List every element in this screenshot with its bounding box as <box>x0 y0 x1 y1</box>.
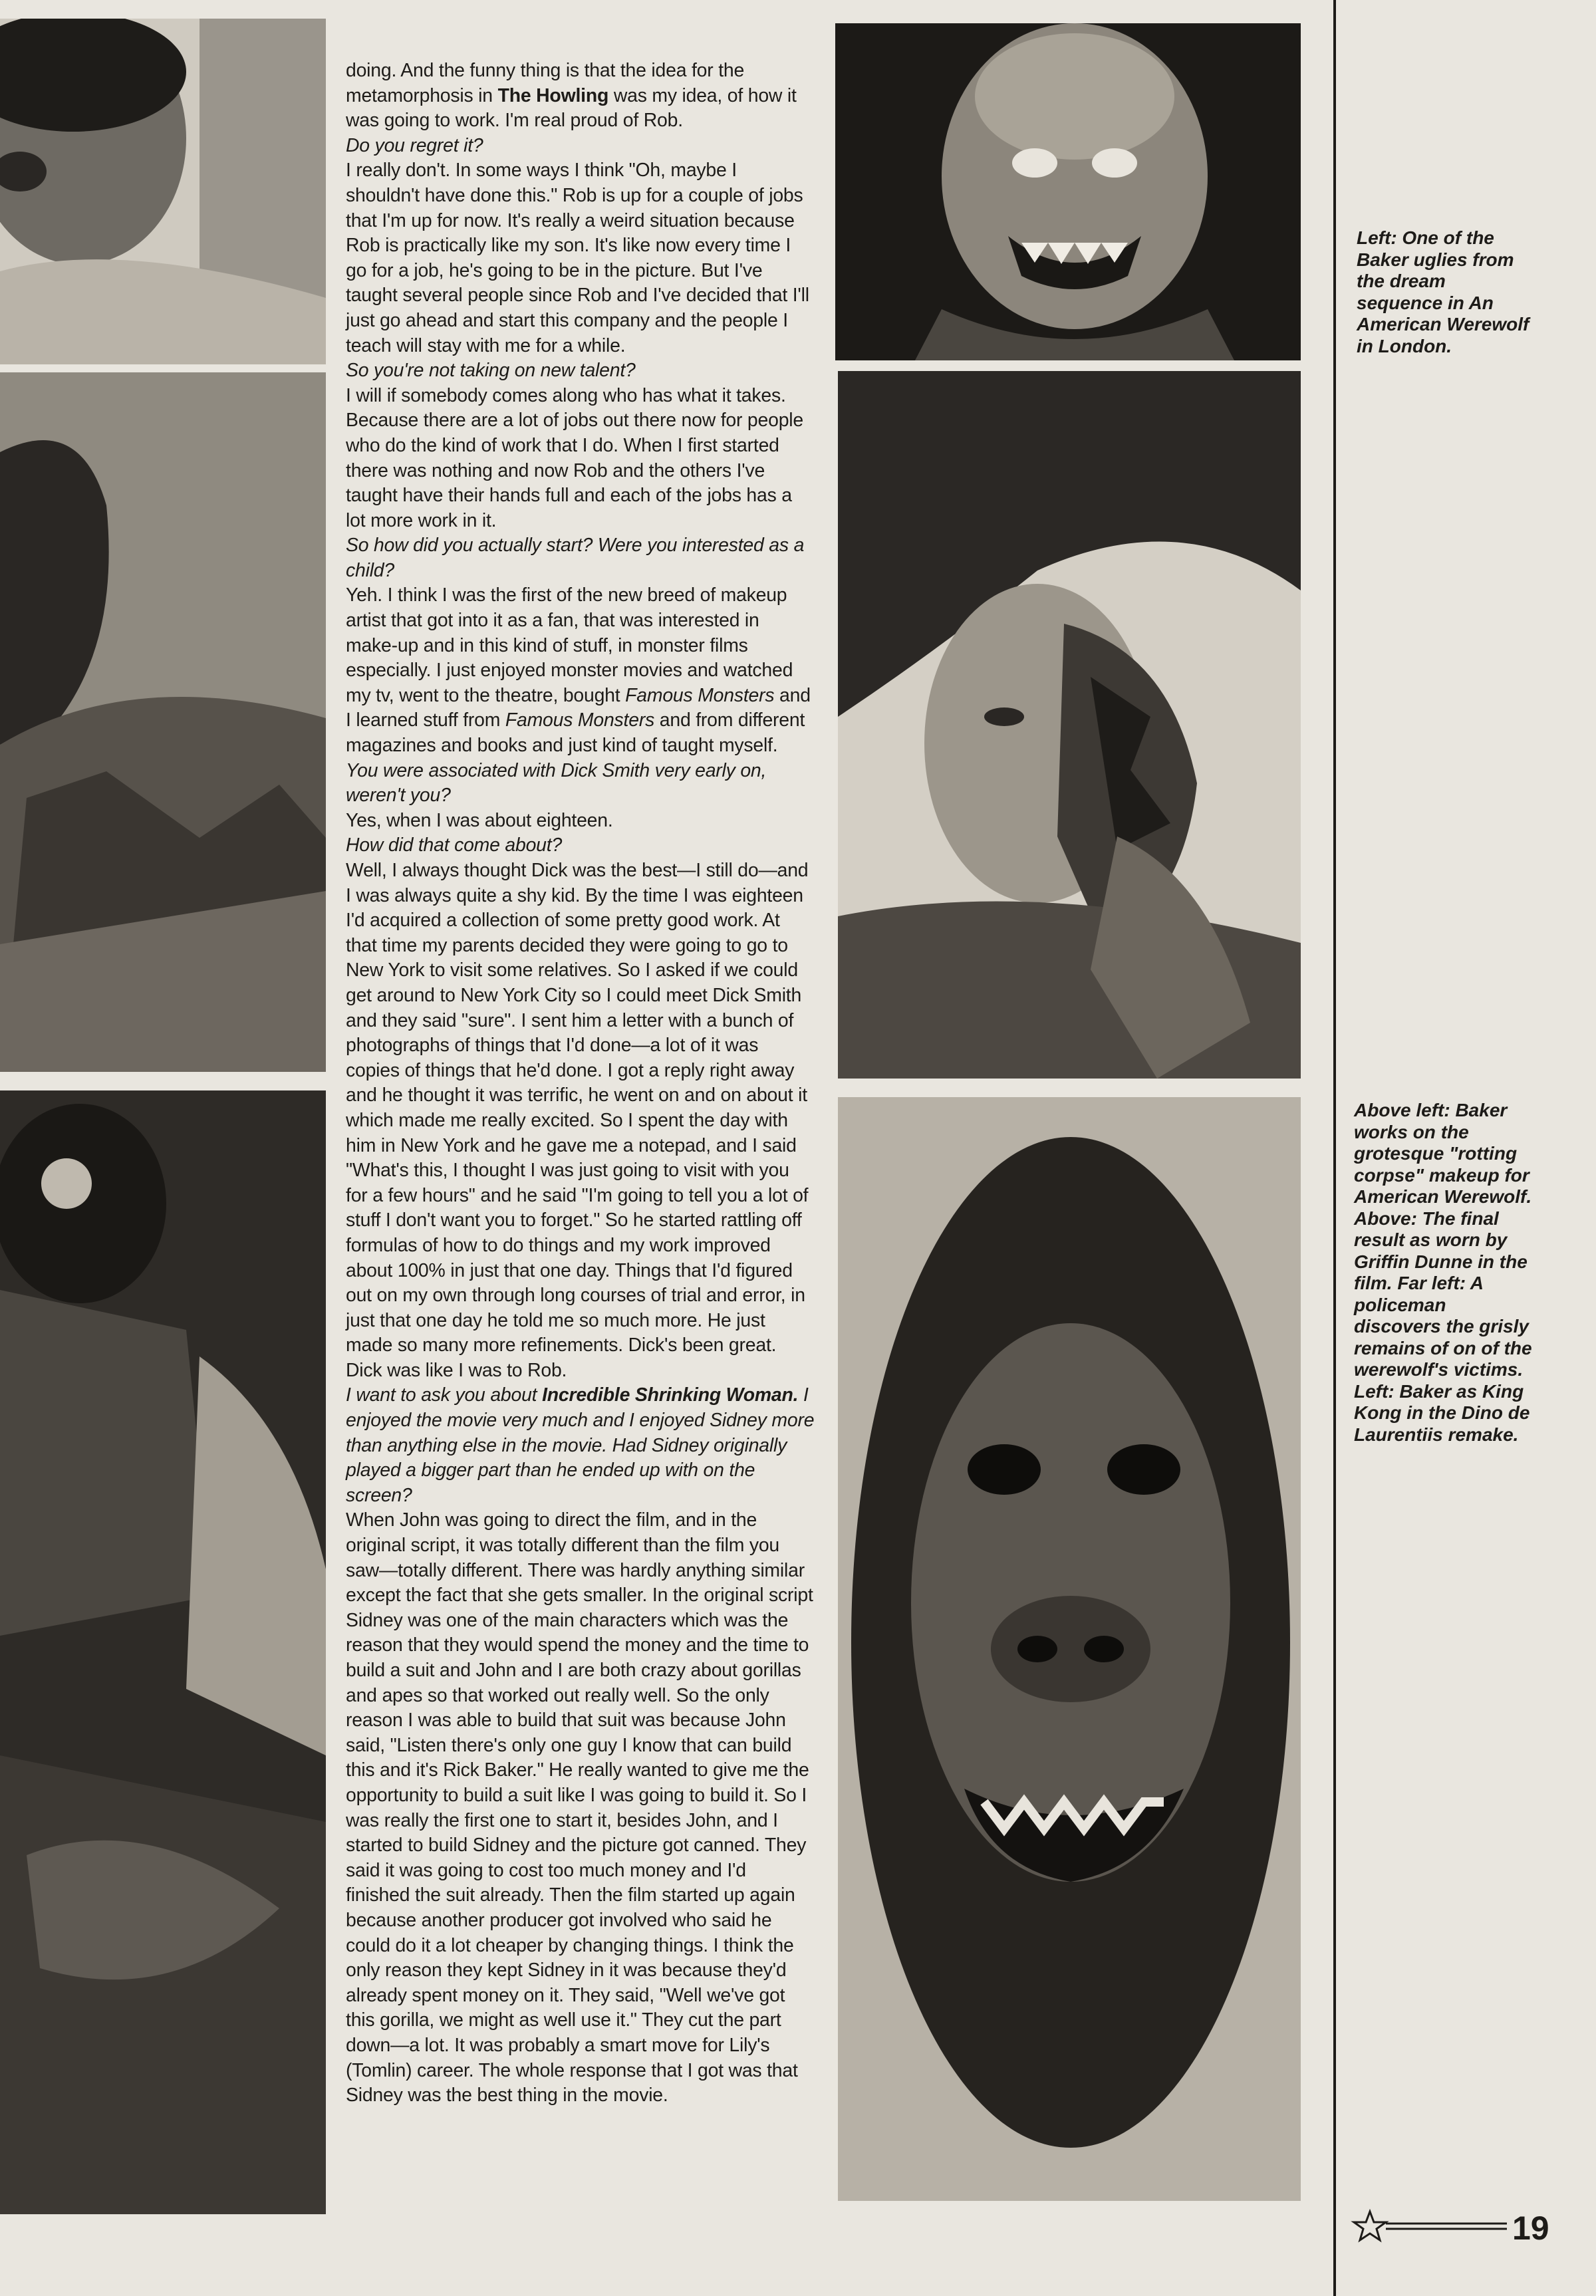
page-number: 19 <box>1512 2210 1549 2247</box>
text-run: doing. And the funny thing is that the idea for the metamorphosis in <box>346 60 745 106</box>
article-body <box>346 59 815 2213</box>
text-run: I want to ask you about <box>346 1384 543 1406</box>
text-run: You were associated with Dick Smith very early on, weren't you? <box>346 759 767 807</box>
interview-answer <box>346 858 815 1383</box>
interview-answer <box>346 59 815 134</box>
interview-answer <box>346 809 815 834</box>
interview-question <box>346 1383 815 1508</box>
interview-answer <box>346 583 815 758</box>
text-run: Well, I always thought Dick was the best—I still do—and I was always quite a shy kid. By the time I was eighteen I'd acquired a collection of some pretty good work. At that time my parents decided they were going to go to New York to visit some relatives. So I asked if we could get around to New York City so I could meet Dick Smith and they said "sure". I sent him a letter with a bunch of photographs of things that I'd done—a lot of it was copies of things that he'd done. I got a reply right away and he thought it was terrific, he went on and on about it which made me really excited. So I spent the day with him in New York and he gave me a notepad, and I said "What's this, I thought I was just going to visit with you for a few hours" and he said "I'm going to tell you a lot of stuff I don't want you to forget." So he started rattling off formulas of how to do things and my work improved about 100% in just that one day. Things that I'd figured out on my own through long courses of trial and error, in just that one day he told me so much more. He just made so many more refinements. Dick's been great. Dick was like I was to Rob. <box>346 860 809 1381</box>
caption-top: Left: One of the Baker uglies from the dream sequence in An American Werewolf in London. <box>1357 227 1530 356</box>
photo-rotting-corpse <box>838 371 1301 1079</box>
interview-question <box>346 533 815 583</box>
interview-question <box>346 134 815 159</box>
interview-question <box>346 833 815 858</box>
text-run: How did that come about? <box>346 834 563 856</box>
text-run: When John was going to direct the film, and in the original script, it was totally different than the film you saw—totally different. There was hardly anything similar except the fact that she gets smaller. In the original script Sidney was one of the main characters which was the reason that they would spend the money and the time to build a suit and John and I are both crazy about gorillas and apes so that worked out really well. So the only reason I was able to build that suit was because John said, "Listen there's only one guy I know that can build this and it's Rick Baker." He really wanted to give me the opportunity to build a suit like I was going to build it. So I was really the first one to start it, besides John, and I started to build Sidney and the picture got canned. They said it was going to cost too much money and I'd finished the suit already. Then the film started up again because another producer got involved who said he could do it a lot cheaper by changing things. I think the only reason they kept Sidney in it was because they'd already spent money on it. They said, "Well we've got this gorilla, we might as well use it." They cut the part down—a lot. It was probably a smart move for Lily's (Tomlin) career. The whole response that I got was that Sidney was the best thing in the movie. <box>346 1509 813 2106</box>
text-run: The Howling <box>497 84 609 106</box>
interview-answer <box>346 1508 815 2108</box>
star-icon <box>1350 2206 1510 2246</box>
interview-question <box>346 358 815 384</box>
text-run: Incredible Shrinking Woman. <box>542 1384 799 1406</box>
photo-left-creature <box>0 372 326 1072</box>
text-run: and from different magazines and books and just kind of taught myself. <box>346 709 805 757</box>
photo-goblin <box>835 23 1301 360</box>
text-run: So how did you actually start? Were you interested as a child? <box>346 535 805 581</box>
photo-gorilla <box>838 1097 1301 2201</box>
text-run: I enjoyed the movie very much and I enjoyed Sidney more than anything else in the movie. Had Sidney originally played a bigger part than he ended up with on the screen? <box>346 1384 815 1506</box>
text-run: Do you regret it? <box>346 134 483 156</box>
text-run: Yeh. I think I was the first of the new breed of makeup artist that got into it as a fan, that was interested in make-up and in this kind of stuff, in monster films especially. I just enjoyed monster movies and watched my tv, went to the theatre, bought <box>346 584 793 706</box>
column-divider <box>1333 0 1336 2296</box>
photo-top-left-man <box>0 19 326 364</box>
text-run: I really don't. In some ways I think "Oh, maybe I shouldn't have done this." Rob is up for a couple of jobs that I'm up for now. It's really a weird situation because Rob is practically like my son. It's like now every time I go for a job, he's going to be in the picture. But I've taught several people since Rob and I've decided that I'll just go ahead and start this company and the people I teach will stay with me for a while. <box>346 160 809 356</box>
text-run: So you're not taking on new talent? <box>346 360 636 382</box>
text-run: was my idea, of how it was going to work. I'm real proud of Rob. <box>346 84 797 132</box>
photo-left-policeman <box>0 1090 326 2214</box>
text-run: and I learned stuff from <box>346 684 811 731</box>
interview-answer <box>346 158 815 358</box>
text-run: I will if somebody comes along who has what it takes. Because there are a lot of jobs out there now for people who do the kind of work that I do. When I first started there was nothing and now Rob and the others I've taught have their hands full and each of the jobs has a lot more work in it. <box>346 384 803 531</box>
interview-question <box>346 759 815 809</box>
text-run: Famous Monsters <box>505 709 655 731</box>
interview-answer <box>346 384 815 534</box>
text-run: Famous Monsters <box>625 684 775 706</box>
text-run: Yes, when I was about eighteen. <box>346 809 613 831</box>
caption-bottom: Above left: Baker works on the grotesque "rotting corpse" makeup for American Werewolf. Above: The final result as worn by Griffin Dunne in the film. Far left: A policeman discovers the grisly remains of on of the werewolf's victims. Left: Baker as King Kong in the Dino de Laurentiis remake. <box>1354 1100 1532 1445</box>
